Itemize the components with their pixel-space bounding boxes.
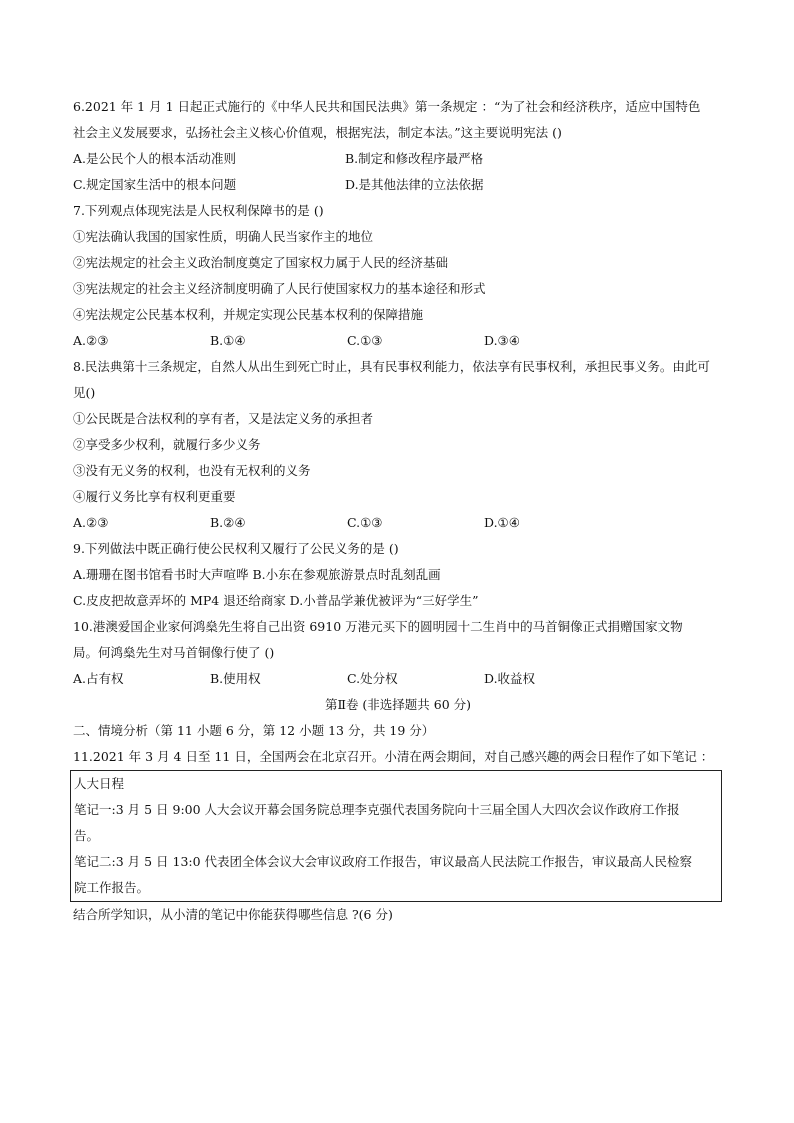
q10-option-b: B.使用权	[210, 671, 261, 686]
section-subtitle: 二、情境分析（第 11 小题 6 分，第 12 小题 13 分，共 19 分）	[73, 723, 435, 738]
q7-stem: 7.下列观点体现宪法是人民权利保障书的是 ()	[73, 203, 324, 218]
note-2-line2: 院工作报告。	[74, 880, 150, 895]
q10-option-d: D.收益权	[484, 671, 536, 686]
note-1-line2: 告。	[74, 828, 100, 843]
q8-options	[73, 510, 723, 536]
q10-options	[73, 666, 723, 692]
q6-option-b: B.制定和修改程序最严格	[345, 151, 484, 166]
q6-stem-line2: 社会主义发展要求，弘扬社会主义核心价值观，根据宪法，制定本法。”这主要说明宪法 ()	[73, 125, 562, 140]
note-2-line1: 笔记二:3 月 5 日 13:0 代表团全体会议大会审议政府工作报告，审议最高人民法院工作报告，审议最高人民检察	[74, 854, 693, 869]
q8-option-a: A.②③	[73, 515, 109, 530]
section-title: 第Ⅱ卷 (非选择题共 60 分)	[324, 697, 472, 712]
q8-option-d: D.①④	[484, 515, 520, 530]
notes-box-title: 人大日程	[74, 776, 125, 791]
q7-option-b: B.①④	[210, 333, 246, 348]
q6-options-row1	[73, 146, 723, 172]
q9-stem: 9.下列做法中既正确行使公民权利又履行了公民义务的是 ()	[73, 541, 399, 556]
q10-stem-line1: 10.港澳爱国企业家何鸿燊先生将自己出资 6910 万港元买下的圆明园十二生肖中的马首铜像正式捐赠国家文物	[73, 619, 683, 634]
q7-options	[73, 328, 723, 354]
note-1-line1: 笔记一:3 月 5 日 9:00 人大会议开幕会国务院总理李克强代表国务院向十三届全国人大四次会议作政府工作报	[74, 802, 680, 817]
q8-item-4: ④履行义务比享有权利更重要	[73, 489, 236, 504]
notes-box	[70, 770, 722, 902]
q8-stem-line1: 8.民法典第十三条规定，自然人从出生到死亡时止，具有民事权利能力，依法享有民事权利，承担民事义务。由此可	[73, 359, 710, 374]
q7-option-a: A.②③	[73, 333, 109, 348]
q8-stem-line2: 见()	[73, 385, 96, 400]
q7-item-1: ①宪法确认我国的国家性质，明确人民当家作主的地位	[73, 229, 374, 244]
q10-option-c: C.处分权	[347, 671, 398, 686]
q8-item-2: ②享受多少权利，就履行多少义务	[73, 437, 261, 452]
q7-option-d: D.③④	[484, 333, 520, 348]
q8-option-c: C.①③	[347, 515, 383, 530]
q6-option-a: A.是公民个人的根本活动准则	[73, 151, 237, 166]
q8-option-b: B.②④	[210, 515, 246, 530]
q9-options-row1: A.珊珊在图书馆看书时大声喧哗 B.小东在参观旅游景点时乱刻乱画	[73, 567, 441, 582]
q7-option-c: C.①③	[347, 333, 383, 348]
q7-item-4: ④宪法规定公民基本权利，并规定实现公民基本权利的保障措施	[73, 307, 424, 322]
q10-stem-line2: 局。何鸿燊先生对马首铜像行使了 ()	[73, 645, 275, 660]
q11-question: 结合所学知识，从小清的笔记中你能获得哪些信息 ?(6 分)	[73, 907, 393, 922]
q8-item-3: ③没有无义务的权利，也没有无权利的义务	[73, 463, 311, 478]
q7-item-3: ③宪法规定的社会主义经济制度明确了人民行使国家权力的基本途径和形式	[73, 281, 486, 296]
exam-page	[73, 94, 723, 928]
q8-item-1: ①公民既是合法权利的享有者，又是法定义务的承担者	[73, 411, 374, 426]
q10-option-a: A.占有权	[73, 671, 124, 686]
q11-stem: 11.2021 年 3 月 4 日至 11 日，全国两会在北京召开。小清在两会期间，对自己感兴趣的两会日程作了如下笔记 ：	[73, 749, 714, 764]
q6-options-row2	[73, 172, 723, 198]
q7-item-2: ②宪法规定的社会主义政治制度奠定了国家权力属于人民的经济基础	[73, 255, 449, 270]
q6-option-d: D.是其他法律的立法依据	[345, 177, 484, 192]
q6-option-c: C.规定国家生活中的根本问题	[73, 177, 237, 192]
q6-stem-line1: 6.2021 年 1 月 1 日起正式施行的《中华人民共和国民法典》第一条规定 ：“为了社会和经济秩序，适应中国特色	[73, 99, 701, 114]
q9-options-row2: C.皮皮把故意弄坏的 MP4 退还给商家 D.小普品学兼优被评为“三好学生”	[73, 593, 479, 608]
